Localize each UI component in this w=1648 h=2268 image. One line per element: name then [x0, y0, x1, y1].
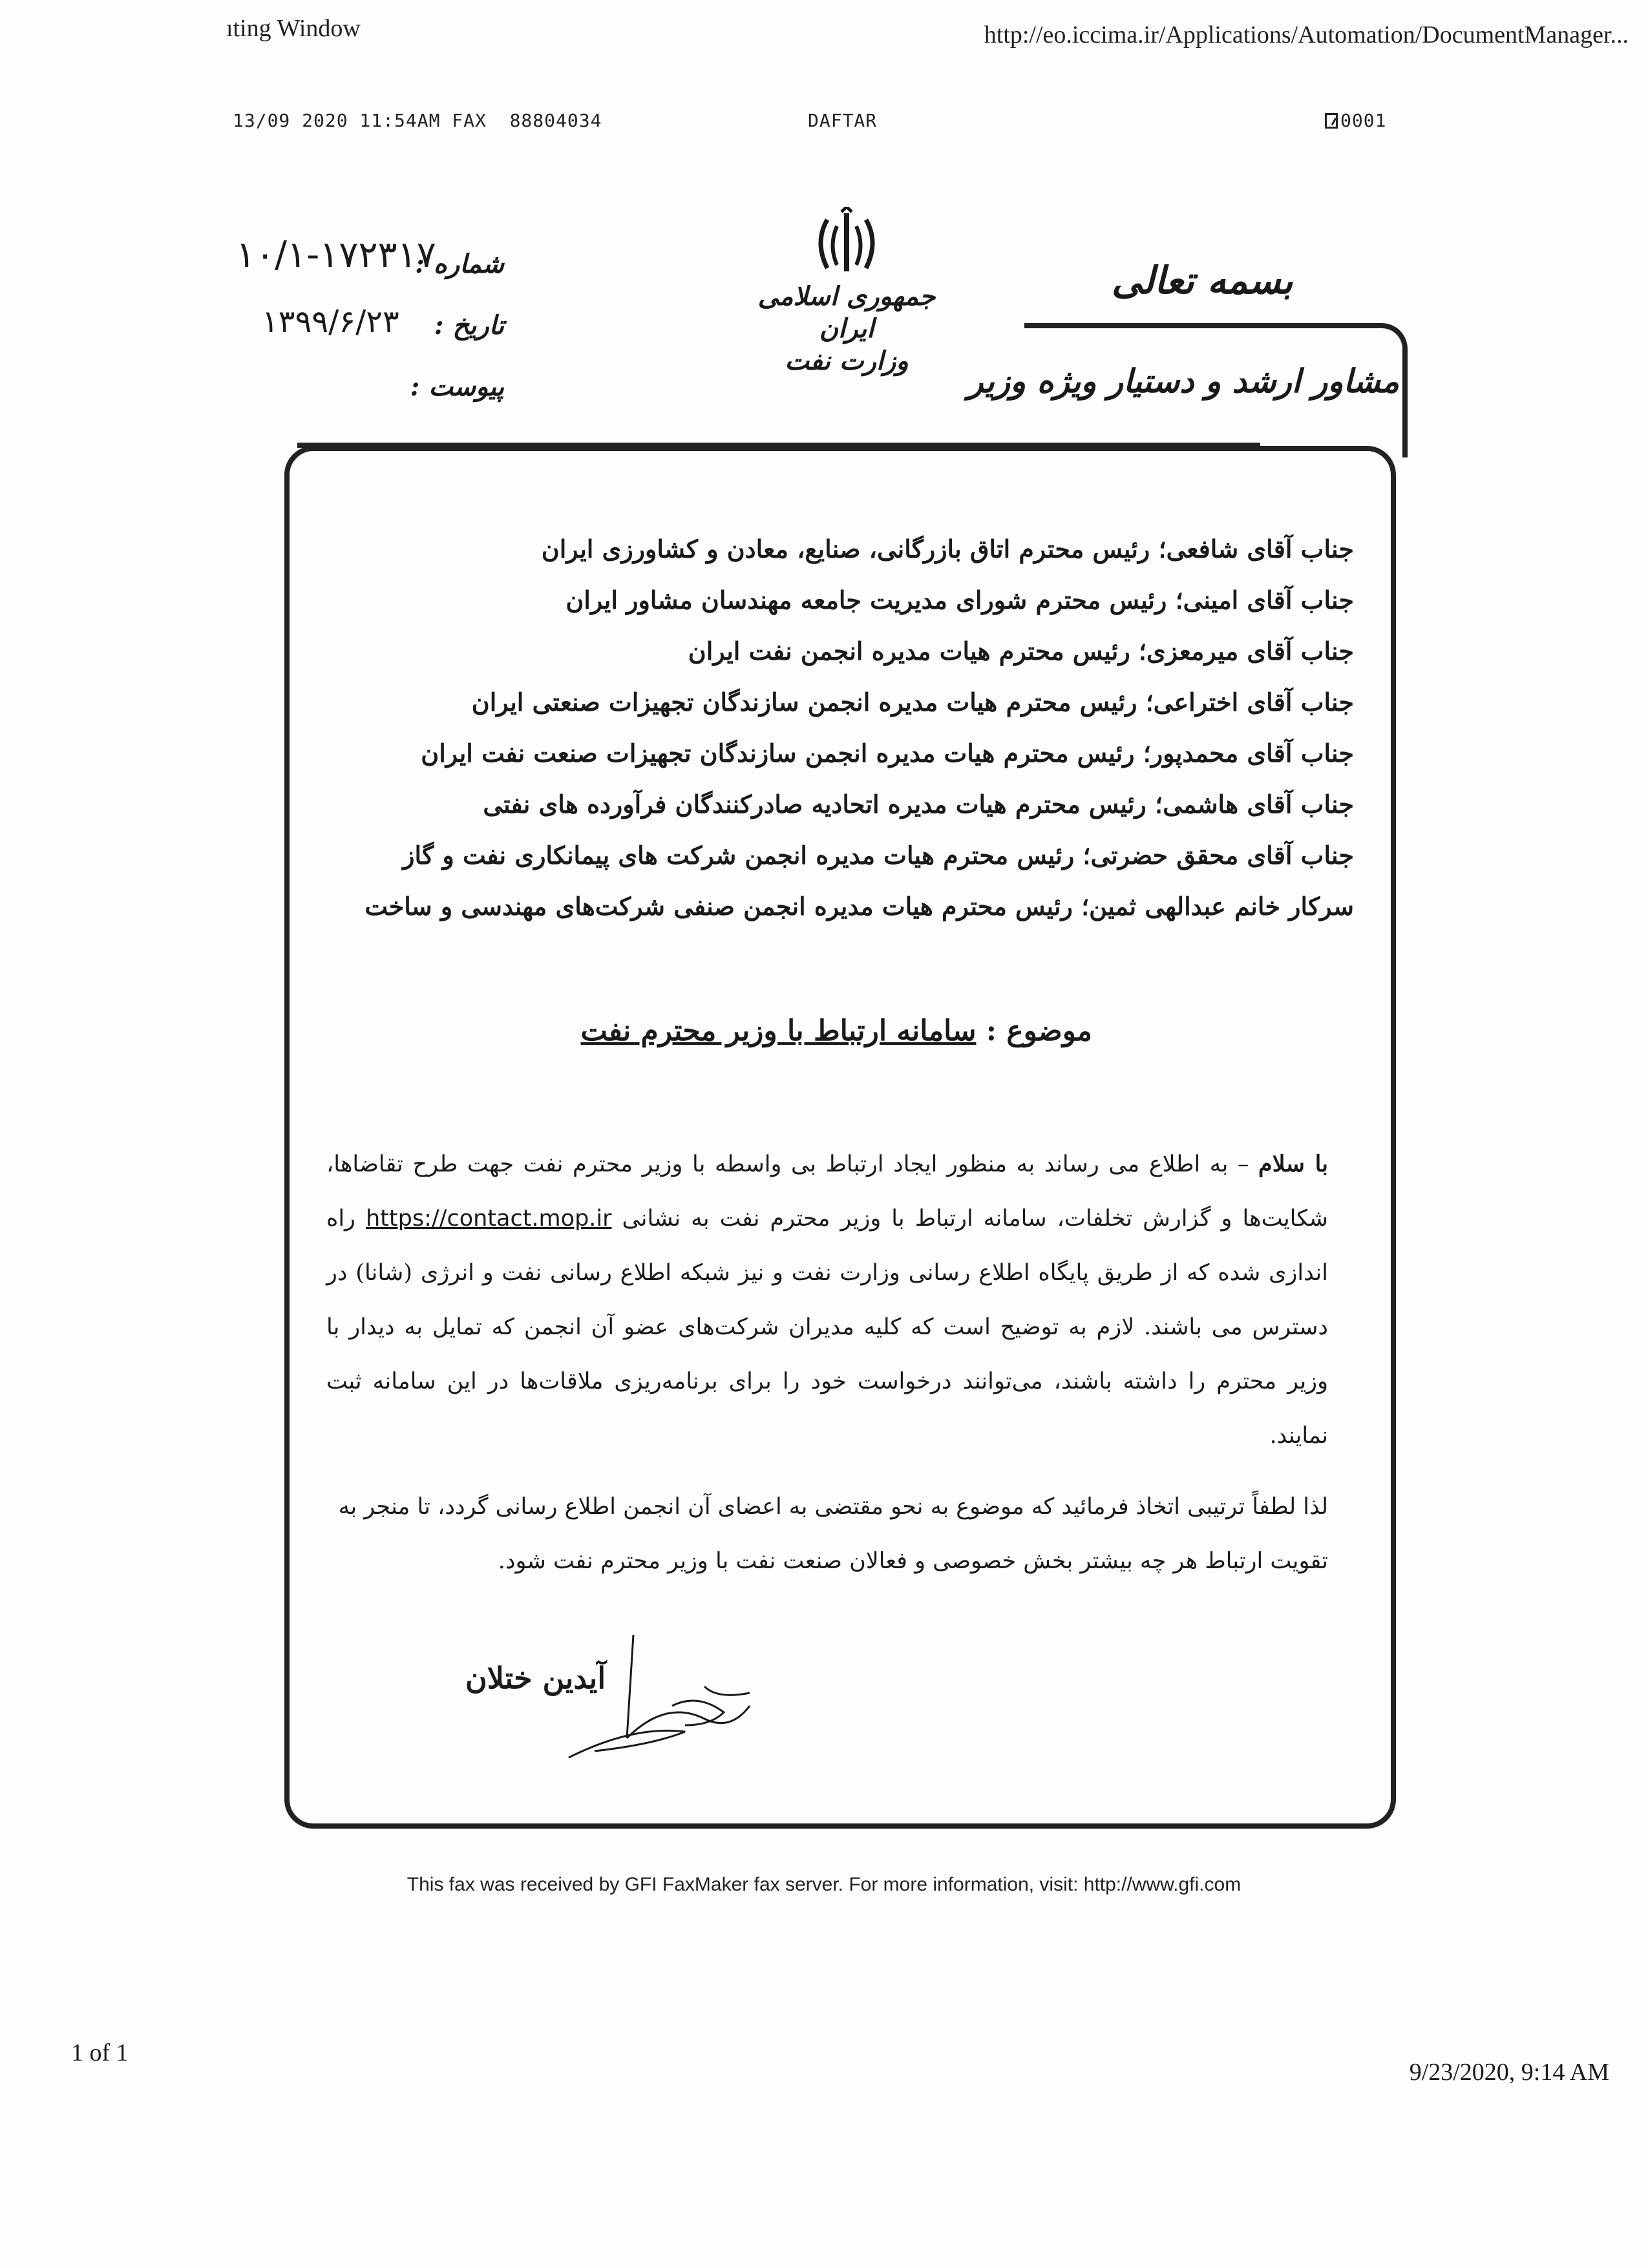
letter-attachment-label: پیوست : — [410, 372, 504, 402]
subject-line — [581, 1014, 1092, 1047]
subject-label: موضوع : — [986, 1014, 1092, 1047]
recipient-line: سرکار خانم عبدالهی ثمین؛ رئیس محترم هیات مدیره انجمن صنفی شرکت‌های مهندسی و ساخت — [364, 892, 1354, 921]
recipient-line: جناب آقای شافعی؛ رئیس محترم اتاق بازرگانی، صنایع، معادن و کشاورزی ایران — [541, 534, 1354, 563]
letter-body — [326, 1137, 1328, 1463]
recipient-line: جناب آقای امینی؛ رئیس محترم شورای مدیریت جامعه مهندسان مشاور ایران — [565, 585, 1354, 614]
fax-header-sender: DAFTAR — [808, 110, 878, 131]
browser-url: http://eo.iccima.ir/Applications/Automation/DocumentManager... — [984, 21, 1629, 48]
body-text-part2: راه اندازی شده که از طریق پایگاه اطلاع رسانی وزارت نفت و نیز شبکه اطلاع رسانی نفت و انرژی (شانا) در دسترس می باشند. لازم به توضیح است که کلیه مدیران شرکت‌های عضو آن انجمن که تمایل به دیدار با وزیر محترم را داشته باشند، می‌توانند درخواست خود را برای برنامه‌ریزی ملاقات‌ها در این سامانه ثبت نمایند. — [326, 1206, 1328, 1449]
fax-server-footer: This fax was received by GFI FaxMaker fax server. For more information, visit: http://www.gfi.com — [407, 1874, 1241, 1895]
recipient-line: جناب آقای میرمعزی؛ رئیس محترم هیات مدیره انجمن نفت ایران — [688, 636, 1354, 666]
fax-header-page-number: 0001 — [1340, 110, 1387, 131]
fax-header-page — [1325, 110, 1386, 131]
contact-link[interactable]: https://contact.mop.ir — [366, 1206, 612, 1232]
browser-window-title: ıting Window — [226, 15, 361, 42]
body-text-part1: – به اطلاع می رساند به منظور ایجاد ارتباط بی واسطه با وزیر محترم نفت جهت طرح تقاضاها، شکایت‌ها و گزارش تخلفات، سامانه ارتباط با وزیر محترم نفت به نشانی — [326, 1151, 1328, 1232]
recipient-line: جناب آقای اختراعی؛ رئیس محترم هیات مدیره انجمن سازندگان تجهیزات صنعتی ایران — [471, 688, 1354, 717]
basmala: بسمه تعالی — [1112, 258, 1293, 302]
ministry-country: جمهوری اسلامی ایران — [757, 281, 936, 344]
letter-number-value: ۱۰/۱-۱۷۲۳۱۷ — [236, 234, 436, 276]
recipient-line: جناب آقای هاشمی؛ رئیس محترم هیات مدیره اتحادیه صادرکنندگان فرآورده های نفتی — [483, 790, 1354, 819]
ministry-header — [756, 207, 937, 377]
closing-paragraph: لذا لطفاً ترتیبی اتخاذ فرمائید که موضوع به نحو مقتضی به اعضای آن انجمن اطلاع رسانی گردد، تا منجر به تقویت ارتباط هر چه بیشتر بخش خصوصی و فعالان صنعت نفت با وزیر محترم نفت شود. — [338, 1494, 1328, 1574]
letter-date-value: ۱۳۹۹/۶/۲۳ — [262, 304, 399, 340]
recipient-line: جناب آقای محمدپور؛ رئیس محترم هیات مدیره انجمن سازندگان تجهیزات صنعت نفت ایران — [421, 739, 1354, 768]
iran-emblem-icon — [808, 207, 885, 278]
letter-number-label: شماره : — [415, 249, 504, 279]
ministry-name: وزارت نفت — [785, 346, 909, 376]
handwritten-signature — [556, 1628, 769, 1770]
greeting: با سلام — [1258, 1151, 1328, 1177]
print-timestamp: 9/23/2020, 9:14 AM — [1409, 2059, 1609, 2086]
recipient-line: جناب آقای محقق حضرتی؛ رئیس محترم هیات مدیره انجمن شرکت های پیمانکاری نفت و گاز — [403, 841, 1354, 870]
signature-name: آیدین ختلان — [465, 1661, 606, 1696]
subject-value: سامانه ارتباط با وزیر محترم نفت — [580, 1014, 977, 1047]
advisor-title: مشاور ارشد و دستیار ویژه وزیر — [967, 362, 1399, 400]
recipients-list — [255, 523, 1354, 932]
page-marker-icon — [1325, 113, 1338, 129]
letter-date-label: تاریخ : — [434, 310, 504, 341]
fax-header-timestamp: 13/09 2020 11:54AM FAX 88804034 — [233, 110, 602, 131]
page-count: 1 of 1 — [71, 2039, 129, 2066]
